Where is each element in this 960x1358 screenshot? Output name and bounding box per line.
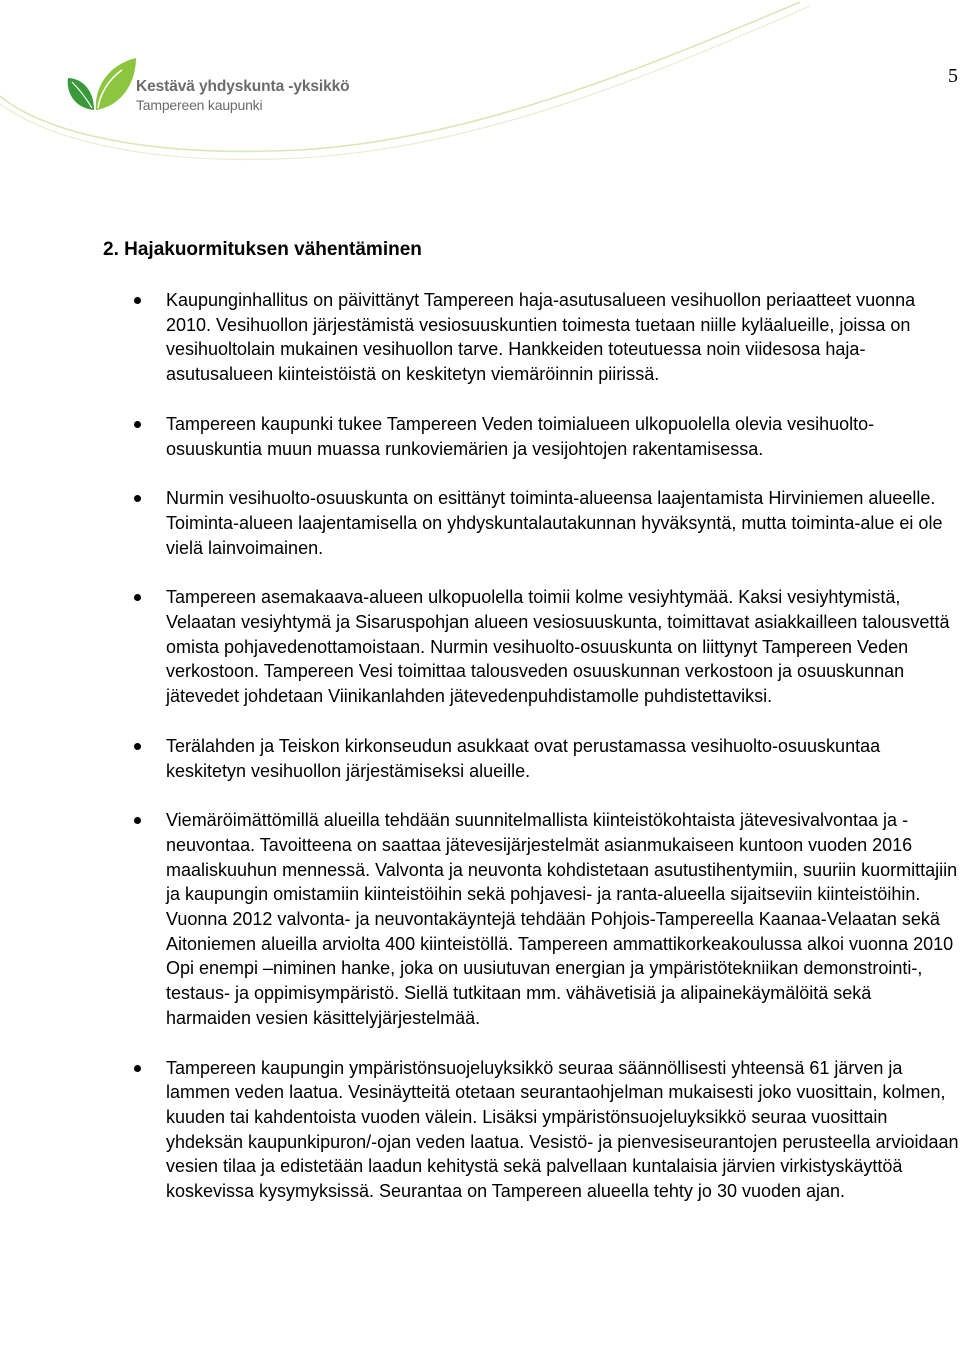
bullet-list bbox=[0, 288, 960, 1229]
list-item bbox=[0, 1056, 960, 1204]
list-item-text: Tampereen asemakaava-alueen ulkopuolella toimii kolme vesiyhtymää. Kaksi vesiyhtymistä, Velaatan vesiyhtymä ja Sisaruspohjan alueen vesiosuuskunta, toimittavat asiakkailleen talousvettä omista pohjavedenottamoistaan. Nurmin vesihuolto-osuuskunta on liittynyt Tampereen Veden verkostoon. Tampereen Vesi toimittaa talousveden osuuskunnan verkostoon ja osuuskunnan jätevedet johdetaan Viinikanlahden jätevedenpuhdistamolle puhdistettaviksi. bbox=[166, 587, 950, 707]
bullet-icon bbox=[134, 594, 141, 601]
list-item bbox=[0, 412, 960, 461]
list-item-text: Tampereen kaupungin ympäristönsuojeluyksikkö seuraa säännöllisesti yhteensä 61 järven ja lammen veden laatua. Vesinäytteitä otetaan seurantaohjelman mukaisesti joko vuosittain, kolmen, kuuden tai kahdentoista vuoden välein. Lisäksi ympäristönsuojeluyksikkö seuraa vuosittain yhdeksän kaupunkipuron/-ojan veden laatua. Vesistö- ja pienvesiseurantojen perusteella arvioidaan vesien tilaa ja edistetään laadun kehitystä sekä palvellaan kuntalaisia järvien virkistyskäyttöä koskevissa kysymyksissä. Seurantaa on Tampereen alueella tehty jo 30 vuoden ajan. bbox=[166, 1057, 959, 1202]
list-item-text: Terälahden ja Teiskon kirkonseudun asukkaat ovat perustamassa vesihuolto-osuuskuntaa keskitetyn vesihuollon järjestämiseksi alueille. bbox=[166, 735, 881, 781]
bullet-icon bbox=[134, 817, 141, 824]
section-heading: 2. Hajakuormituksen vähentäminen bbox=[103, 239, 422, 260]
leaf-logo-icon bbox=[66, 56, 138, 112]
list-item bbox=[0, 585, 960, 709]
list-item-text: Tampereen kaupunki tukee Tampereen Veden toimialueen ulkopuolella olevia vesihuolto-osuuskuntia muun muassa runkoviemärien ja vesijohtojen rakentamisessa. bbox=[166, 413, 875, 459]
bullet-icon bbox=[134, 743, 141, 750]
bullet-icon bbox=[134, 495, 141, 502]
list-item bbox=[0, 808, 960, 1030]
list-item bbox=[0, 288, 960, 387]
page-number: 5 bbox=[948, 65, 958, 87]
bullet-icon bbox=[134, 1065, 141, 1072]
logo-subtitle: Tampereen kaupunki bbox=[136, 97, 263, 113]
bullet-icon bbox=[134, 421, 141, 428]
list-item bbox=[0, 486, 960, 560]
list-item bbox=[0, 734, 960, 783]
logo-text bbox=[136, 78, 350, 114]
list-item-text: Nurmin vesihuolto-osuuskunta on esittänyt toiminta-alueensa laajentamista Hirviniemen alueelle. Toiminta-alueen laajentamisella on yhdyskuntalautakunnan hyväksyntä, mutta toiminta-alue ei ole vielä lainvoimainen. bbox=[166, 488, 943, 558]
list-item-text: Viemäröimättömillä alueilla tehdään suunnitelmallista kiinteistökohtaista jätevesivalvontaa ja -neuvontaa. Tavoitteena on saattaa jätevesijärjestelmät asianmukaiseen kuntoon vuoden 2016 maaliskuuhun mennessä. Valvonta ja neuvonta kohdistetaan asutustihentymiin, suuriin kuormittajiin ja kaupungin omistamiin kiinteistöihin sekä pohjavesi- ja ranta-alueella sijaitseviin kiinteistöihin. Vuonna 2012 valvonta- ja neuvontakäyntejä tehdään Pohjois-Tampereella Kaanaa-Velaatan sekä Aitoniemen alueilla arviolta 400 kiinteistöllä. Tampereen ammattikorkeakoulussa alkoi vuonna 2010 Opi enempi –niminen hanke, joka on uusiutuvan energian ja ympäristötekniikan demonstrointi-, testaus- ja oppimisympäristö. Siellä tutkitaan mm. vähävetisiä ja alipainekäymälöitä sekä harmaiden vesien käsittelyjärjestelmää. bbox=[166, 810, 958, 1028]
bullet-icon bbox=[134, 297, 141, 304]
list-item-text: Kaupunginhallitus on päivittänyt Tampereen haja-asutusalueen vesihuollon periaatteet vuonna 2010. Vesihuollon järjestämistä vesiosuuskuntien toimesta tuetaan niille kyläalueille, joissa on vesihuoltolain mukainen vesihuollon tarve. Hankkeiden toteutuessa noin viidesosa haja-asutusalueen kiinteistöistä on keskitetyn viemäröinnin piirissä. bbox=[166, 290, 916, 385]
logo-title: Kestävä yhdyskunta -yksikkö bbox=[136, 78, 350, 95]
